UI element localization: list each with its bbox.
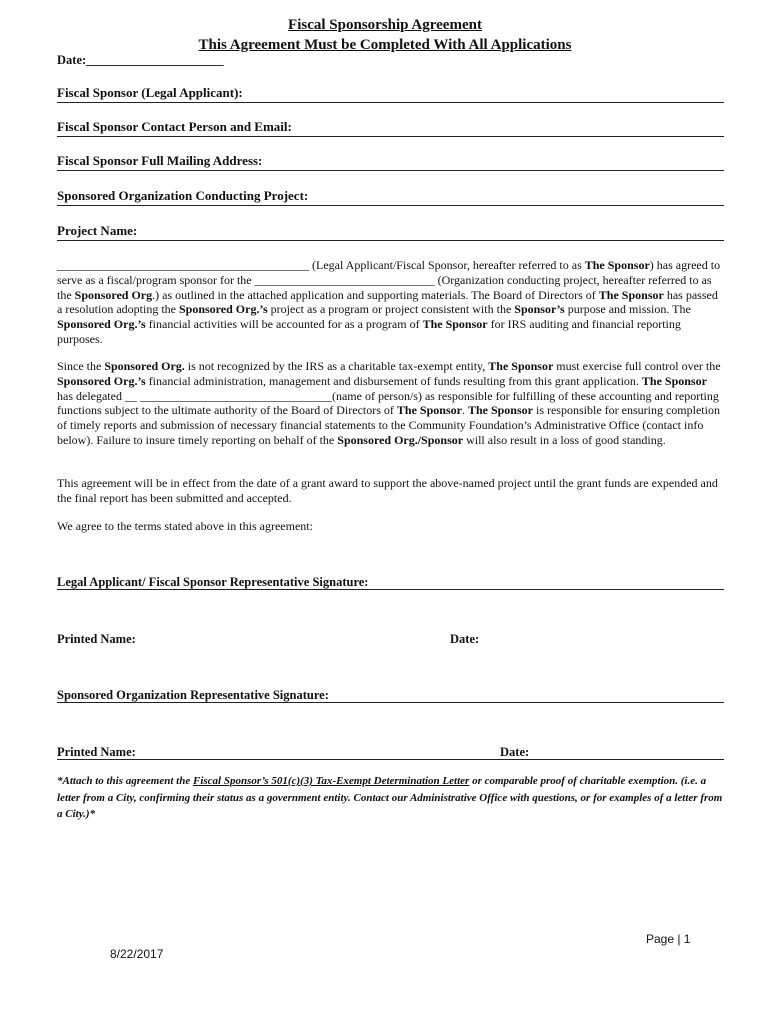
page-number: Page | 1 (646, 932, 691, 946)
body-text: has passed a resolution adopting the (57, 287, 718, 317)
date-label-2: Date: (500, 745, 530, 759)
sponsored-org-field[interactable]: Sponsored Organization Conducting Project: (57, 188, 724, 206)
emphasis-text: The Sponsor (641, 373, 707, 388)
attachment-note (57, 773, 724, 823)
emphasis-text: Sponsor’s (514, 302, 565, 317)
mailing-address-field[interactable]: Fiscal Sponsor Full Mailing Address: (57, 153, 724, 171)
emphasis-text: Sponsored Org.’s (178, 302, 268, 317)
body-text: .) as outlined in the attached application and supporting materials. The Board of Directors of (152, 287, 599, 302)
document-subtitle: This Agreement Must be Completed With All Applications (198, 37, 572, 53)
footer-date: 8/22/2017 (110, 947, 164, 961)
body-text: . (461, 403, 468, 418)
legal-signature-label: Legal Applicant/ Fiscal Sponsor Representative Signature: (57, 575, 369, 589)
body-text: for IRS auditing and financial reporting purposes. (57, 317, 681, 346)
paragraph-control (57, 359, 724, 448)
body-text: is responsible for ensuring completion of timely reports and submission of necessary financial statements to the Community Foundation’s Administrative Office (contact info below). Failure to insure timely reporting on behalf of the (57, 403, 720, 447)
emphasis-text: The Sponsor (467, 403, 533, 418)
org-signature-label: Sponsored Organization Representative Signature: (57, 688, 329, 702)
note-text-after: or comparable proof of charitable exemption. (i.e. a letter from a City, confirming their status as a government entity. Contact our Administrative Office with questions, or for examples of a letter from a City.)* (57, 775, 723, 820)
date-label-1: Date: (450, 632, 480, 646)
emphasis-text: Sponsored Org. (104, 359, 185, 373)
body-text: will also result in a loss of good standing. (463, 432, 666, 447)
emphasis-text: Sponsored Org.’s (57, 373, 146, 388)
org-signature-line[interactable] (57, 702, 724, 703)
fiscal-sponsor-field[interactable]: Fiscal Sponsor (Legal Applicant): (57, 85, 724, 103)
body-text: must exercise full control over the (553, 359, 721, 373)
printed-name-label-1: Printed Name: (57, 632, 136, 646)
emphasis-text: The Sponsor (396, 403, 462, 418)
emphasis-text: Sponsored Org./Sponsor (337, 432, 464, 447)
paragraph-sponsorship-terms (57, 258, 724, 347)
printed-name-label-2: Printed Name: (57, 745, 136, 759)
date-field[interactable]: Date:______________________ (57, 53, 224, 67)
emphasis-text: Sponsored Org (74, 287, 153, 302)
body-text: financial activities will be accounted for as a program of (145, 317, 423, 332)
document-title: Fiscal Sponsorship Agreement (288, 17, 482, 33)
note-text-before: *Attach to this agreement the (57, 775, 193, 787)
printed-name-line-2[interactable] (57, 759, 724, 760)
body-text: Since the (57, 359, 105, 373)
body-text: has delegated __ ________________________________(name of person/s) as responsible for fulfilling of these accounting and reporting functions subject to the ultimate authority of the Board of Directors of (57, 388, 719, 418)
emphasis-text: The Sponsor (598, 287, 664, 302)
emphasis-text: Sponsored Org.’s (57, 317, 146, 332)
body-text: is not recognized by the IRS as a charitable tax-exempt entity, (184, 359, 489, 373)
project-name-field[interactable]: Project Name: (57, 223, 724, 241)
body-text: __________________________________________ (Legal Applicant/Fiscal Sponsor, hereafter referred to as (57, 258, 585, 272)
body-text: project as a program or project consistent with the (267, 302, 515, 317)
emphasis-text: The Sponsor (584, 258, 650, 272)
emphasis-text: The Sponsor (422, 317, 488, 332)
paragraph-effective: This agreement will be in effect from the date of a grant award to support the above-named project until the grant funds are expended and the final report has been submitted and accepted. (57, 476, 718, 505)
body-text: purpose and mission. The (564, 302, 691, 317)
emphasis-text: The Sponsor (488, 359, 554, 373)
note-letter-reference: Fiscal Sponsor’s 501(c)(3) Tax-Exempt Determination Letter (192, 775, 470, 787)
paragraph-agree: We agree to the terms stated above in this agreement: (57, 519, 313, 533)
legal-signature-line[interactable] (57, 589, 724, 590)
body-text: ) has agreed to serve as a fiscal/program sponsor for the ______________________________ (Organization conducting project, hereafter referred to as the (57, 258, 721, 302)
body-text: financial administration, management and disbursement of funds resulting from this grant application. (145, 373, 642, 388)
contact-field[interactable]: Fiscal Sponsor Contact Person and Email: (57, 119, 724, 137)
